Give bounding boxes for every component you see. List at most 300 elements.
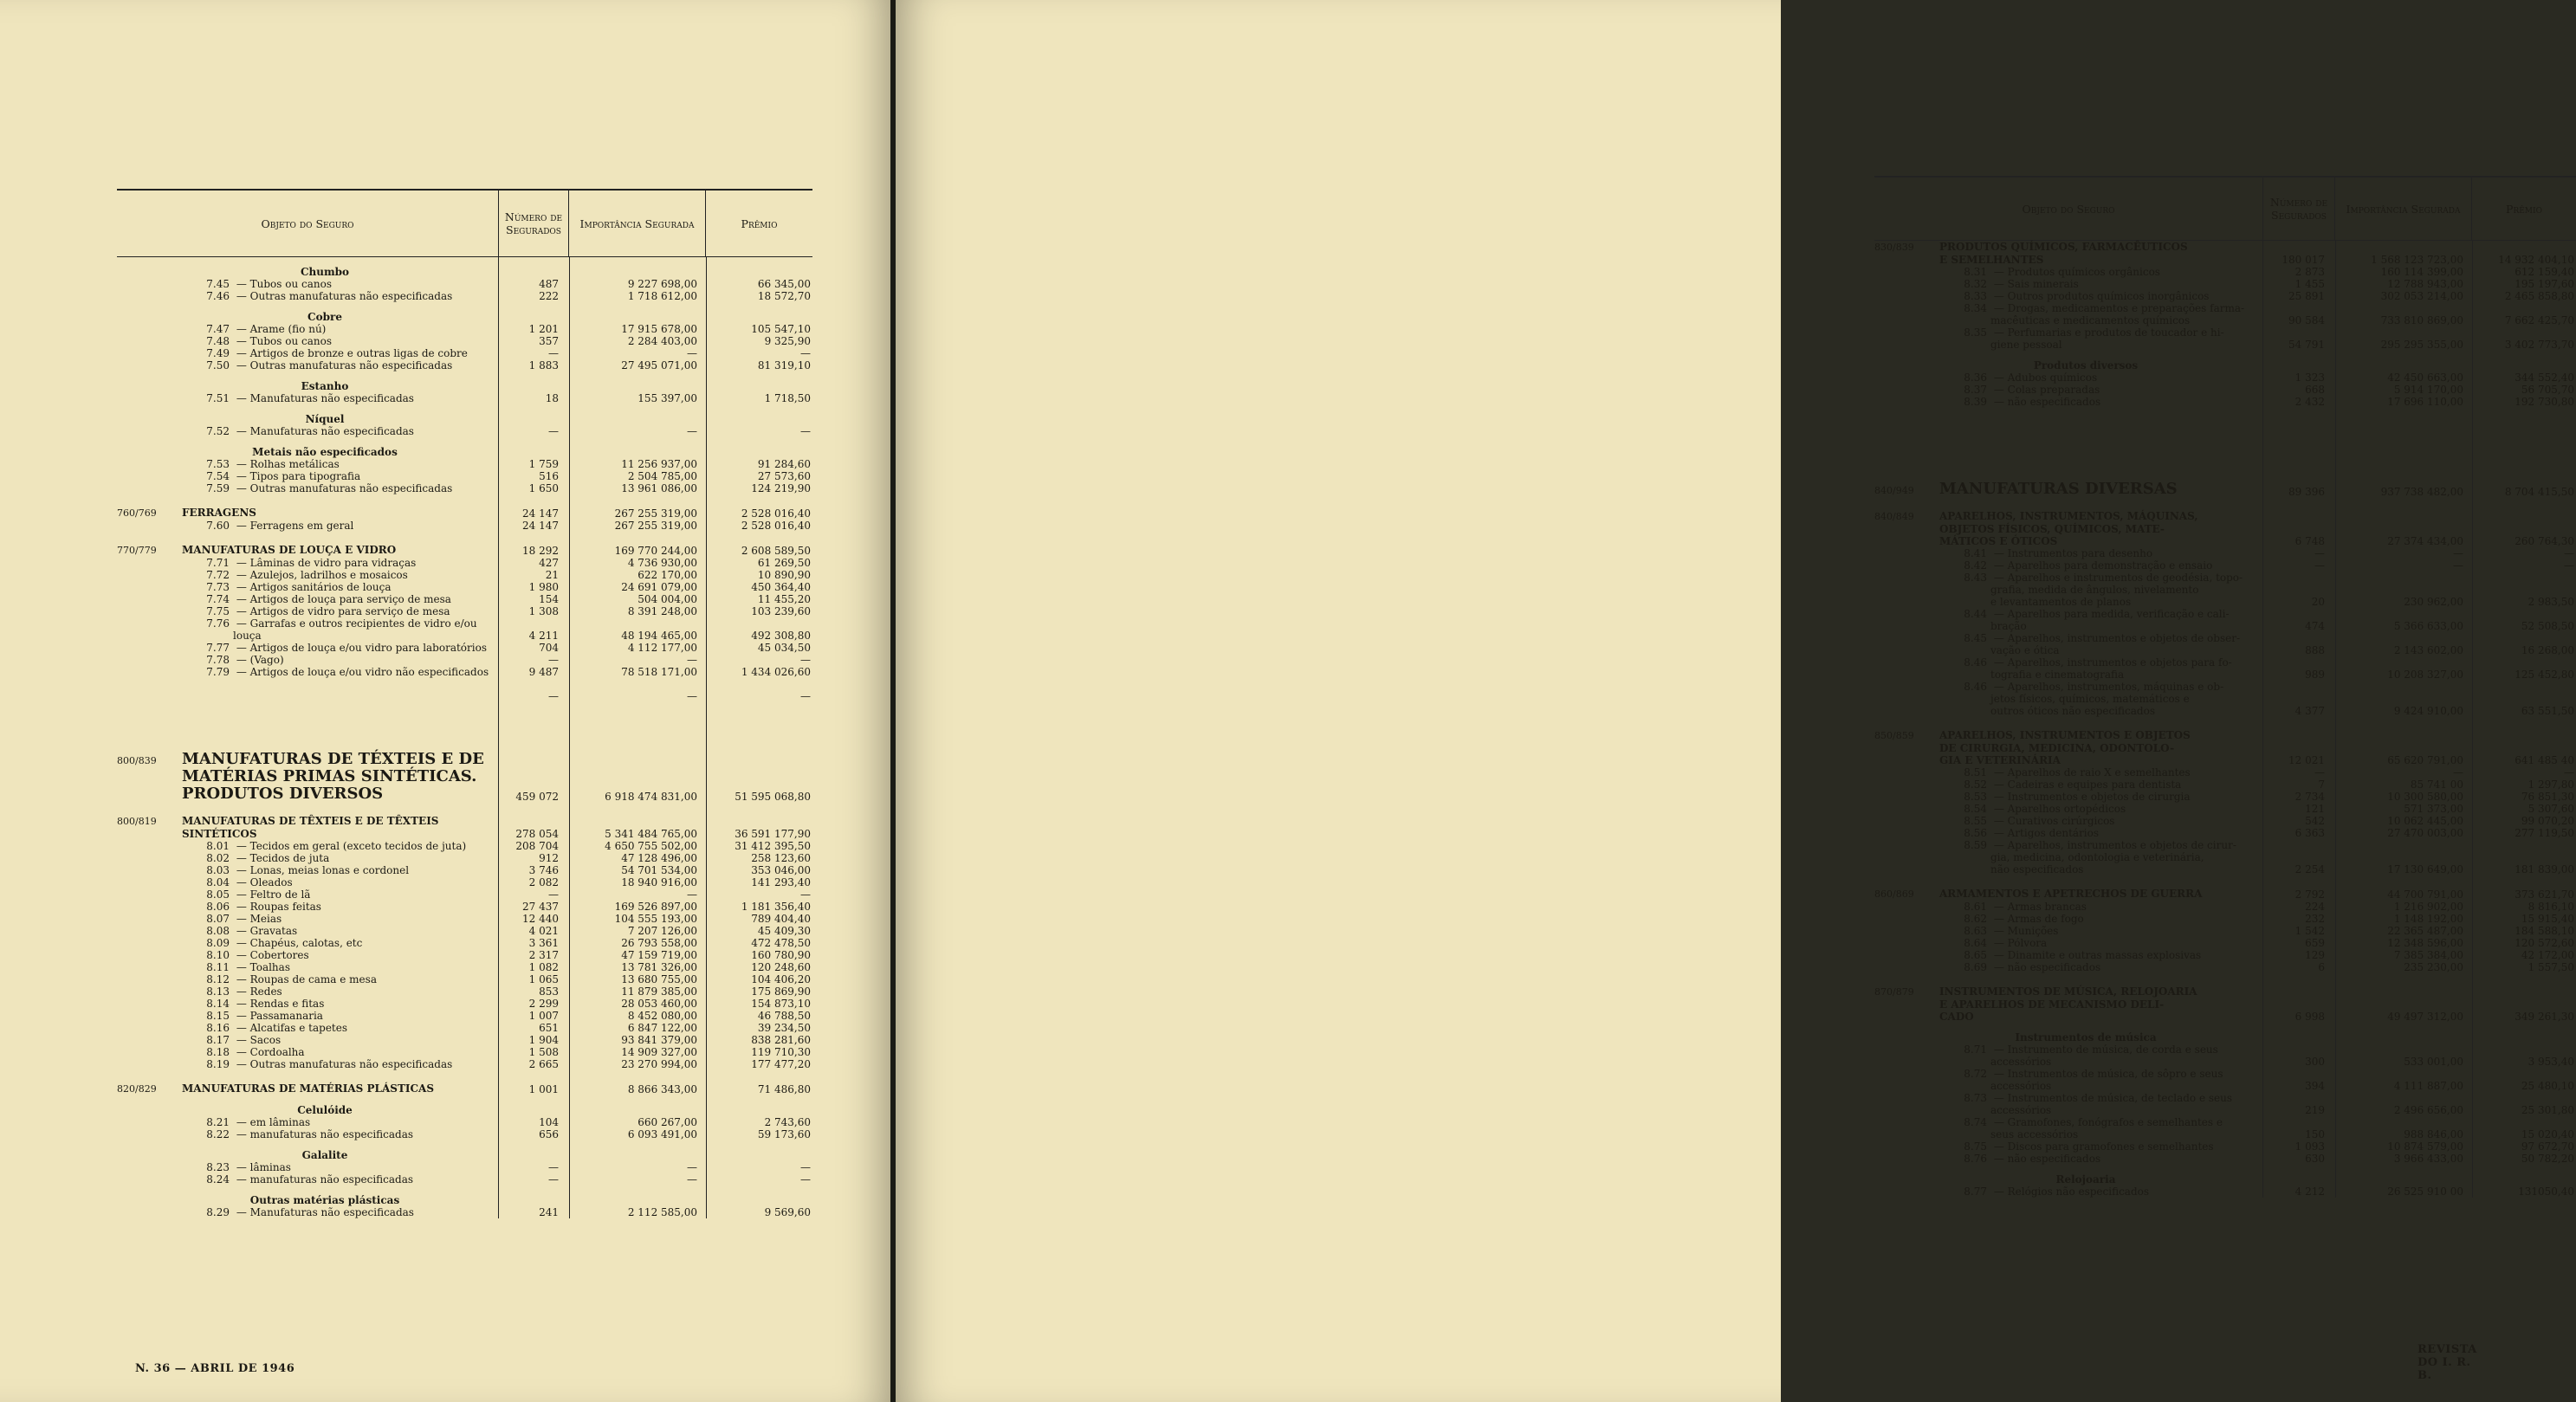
- table-row: [117, 913, 812, 925]
- item-code: 8.35: [1964, 326, 1987, 339]
- objeto-cell: [1874, 901, 2262, 913]
- item-code: 8.05: [206, 888, 230, 901]
- code-dash: —: [1990, 632, 2008, 644]
- item-code: 8.19: [206, 1058, 230, 1070]
- numero-cell: —: [548, 1173, 559, 1186]
- table-row: [117, 937, 812, 949]
- group-code: 770/779: [117, 545, 157, 556]
- item-code: 8.13: [206, 985, 230, 998]
- item-code: 8.39: [1964, 396, 1987, 408]
- item-code: 8.36: [1964, 371, 1987, 384]
- group-code: 800/819: [117, 816, 157, 827]
- numero-cell: 1 759: [528, 458, 559, 470]
- objeto-cell: [117, 751, 498, 768]
- numero-cell: 89 396: [2288, 486, 2325, 498]
- importancia-cell: 1 148 192,00: [2393, 913, 2463, 925]
- premio-cell: 71 486,80: [757, 1083, 811, 1095]
- numero-cell: 630: [2305, 1153, 2325, 1165]
- item-code: 8.69: [1964, 961, 1987, 973]
- group-code: 860/869: [1874, 888, 1914, 900]
- importancia-cell: 8 866 343,00: [627, 1083, 697, 1095]
- importancia-cell: —: [687, 654, 697, 666]
- code-dash: —: [233, 569, 250, 581]
- numero-cell: 989: [2305, 669, 2325, 681]
- table-row: [1874, 620, 2576, 632]
- importancia-cell: 8 452 080,00: [627, 1010, 697, 1022]
- code-dash: —: [233, 1128, 250, 1140]
- code-dash: —: [233, 998, 250, 1010]
- premio-cell: —: [800, 690, 811, 702]
- item-label: Artigos de louça e/ou vidro não especificados: [249, 666, 489, 678]
- premio-cell: 8 704 415,50: [2504, 486, 2574, 498]
- numero-cell: 1 455: [2294, 278, 2325, 290]
- item-label: Aparelhos e instrumentos de geodésia, topo-: [2007, 572, 2243, 584]
- table-row: [1874, 815, 2576, 827]
- premio-cell: 1 297,80: [2527, 779, 2574, 791]
- numero-cell: 278 054: [515, 828, 559, 840]
- premio-cell: 7 662 425,70: [2504, 314, 2574, 326]
- premio-cell: 103 239,60: [751, 605, 811, 617]
- premio-cell: 125 452,80: [2515, 669, 2574, 681]
- premio-cell: —: [800, 425, 811, 437]
- item-label: Cordoalha: [249, 1046, 305, 1058]
- objeto-cell: [117, 1010, 498, 1022]
- code-dash: —: [1990, 1186, 2008, 1198]
- table-row: [1874, 1056, 2576, 1068]
- premio-cell: 61 269,50: [757, 557, 811, 569]
- item-label: Drogas, medicamentos e preparações farma-: [2007, 302, 2245, 314]
- item-code: 7.49: [206, 347, 230, 359]
- item-code: 7.71: [206, 557, 230, 569]
- premio-cell: 2 608 589,50: [741, 545, 811, 557]
- objeto-cell: [117, 785, 498, 803]
- item-label: Artigos de vidro para serviço de mesa: [249, 605, 450, 617]
- item-label: seus accessórios: [1990, 1128, 2079, 1140]
- table-row: [1874, 596, 2576, 608]
- code-dash: —: [1990, 572, 2008, 584]
- subheading-row: [1874, 1023, 2576, 1043]
- premio-cell: 120 572,60: [2515, 937, 2574, 949]
- objeto-cell: [117, 937, 498, 949]
- objeto-cell: [117, 1128, 498, 1140]
- objeto-cell: [1874, 1043, 2262, 1056]
- item-label: Alcatifas e tapetes: [249, 1022, 348, 1034]
- code-dash: —: [233, 925, 250, 937]
- header-numero: Número de Segurados: [2262, 178, 2335, 240]
- code-dash: —: [1990, 913, 2008, 925]
- premio-cell: 81 319,10: [757, 359, 811, 371]
- group-code: 850/859: [1874, 730, 1914, 741]
- premio-cell: —: [2564, 766, 2574, 779]
- objeto-cell: [117, 1095, 498, 1116]
- code-dash: —: [233, 840, 250, 852]
- importancia-cell: 4 736 930,00: [627, 557, 697, 569]
- importancia-cell: 9 424 910,00: [2393, 705, 2463, 717]
- table-row: [117, 507, 812, 520]
- objeto-cell: [1874, 779, 2262, 791]
- item-label: Meias: [249, 913, 282, 925]
- item-label: Lonas, meias lonas e cordonel: [249, 864, 410, 876]
- objeto-cell: [1874, 851, 2262, 863]
- item-code: 8.65: [1964, 949, 1987, 961]
- objeto-cell: [117, 470, 498, 482]
- objeto-cell: [117, 973, 498, 985]
- table-row: [1874, 608, 2576, 620]
- row-spacer: [1874, 973, 2576, 985]
- importancia-cell: 169 770 244,00: [614, 545, 697, 557]
- item-label: Azulejos, ladrilhos e mosaicos: [249, 569, 408, 581]
- importancia-cell: 48 194 465,00: [621, 630, 697, 642]
- group-code: 820/829: [117, 1083, 157, 1095]
- importancia-cell: 12 348 596,00: [2387, 937, 2463, 949]
- item-label: Manufaturas não especificadas: [249, 392, 414, 404]
- objeto-cell: [1874, 803, 2262, 815]
- numero-cell: 659: [2305, 937, 2325, 949]
- row-spacer: [117, 1070, 812, 1082]
- code-dash: —: [1990, 290, 2008, 302]
- item-label: gia, medicina, odontologia e veterinária,: [1990, 851, 2204, 863]
- item-label: não especificados: [2007, 1153, 2101, 1165]
- row-spacer: [1874, 717, 2576, 729]
- objeto-cell: [1874, 510, 2262, 523]
- item-label: Munições: [2007, 925, 2059, 937]
- objeto-cell: [117, 581, 498, 593]
- group-label: MATÉRIAS PRIMAS SINTÉTICAS.: [182, 767, 477, 785]
- objeto-cell: [1874, 937, 2262, 949]
- premio-cell: 104 406,20: [751, 973, 811, 985]
- item-label: louça: [233, 630, 262, 642]
- numero-cell: 7: [2318, 779, 2325, 791]
- code-dash: —: [1990, 1116, 2008, 1128]
- importancia-cell: 47 128 496,00: [621, 852, 697, 864]
- numero-cell: 1 007: [528, 1010, 559, 1022]
- code-dash: —: [233, 520, 250, 532]
- table-row: [1874, 925, 2576, 937]
- item-label: Sais minerais: [2007, 278, 2079, 290]
- objeto-cell: [117, 1173, 498, 1186]
- premio-cell: —: [800, 1161, 811, 1173]
- table-row: [1874, 1080, 2576, 1092]
- numero-cell: 18 292: [522, 545, 559, 557]
- code-dash: —: [233, 617, 250, 630]
- numero-cell: 487: [539, 278, 559, 290]
- importancia-cell: 660 267,00: [638, 1116, 697, 1128]
- item-code: 8.56: [1964, 827, 1987, 839]
- importancia-cell: 18 940 916,00: [621, 876, 697, 888]
- table-row: [117, 1173, 812, 1186]
- group-label: MANUFATURAS DE LOUÇA E VIDRO: [182, 544, 397, 556]
- premio-cell: 131050,40: [2518, 1186, 2574, 1198]
- premio-cell: 45 034,50: [757, 642, 811, 654]
- objeto-cell: [1874, 681, 2262, 693]
- group-code: 870/879: [1874, 986, 1914, 998]
- item-label: Feltro de lã: [249, 888, 311, 901]
- numero-cell: 656: [539, 1128, 559, 1140]
- table-row: [117, 458, 812, 470]
- premio-cell: 258 123,60: [751, 852, 811, 864]
- objeto-cell: [117, 815, 498, 828]
- objeto-cell: [117, 290, 498, 302]
- item-label: Garrafas e outros recipientes de vidro e/ou: [249, 617, 477, 630]
- item-label: Artigos de louça e/ou vidro para laboratórios: [249, 642, 487, 654]
- code-dash: —: [233, 864, 250, 876]
- objeto-cell: [117, 642, 498, 654]
- numero-cell: 24 147: [522, 520, 559, 532]
- table-row: [1874, 961, 2576, 973]
- objeto-cell: [1874, 839, 2262, 851]
- importancia-cell: 10 300 580,00: [2387, 791, 2463, 803]
- objeto-cell: [1874, 888, 2262, 901]
- table-row: [1874, 396, 2576, 408]
- premio-cell: —: [2564, 547, 2574, 559]
- objeto-cell: [1874, 266, 2262, 278]
- table-row: [117, 392, 812, 404]
- numero-cell: 18: [545, 392, 559, 404]
- importancia-cell: 17 915 678,00: [621, 323, 697, 335]
- importancia-cell: 302 053 214,00: [2380, 290, 2463, 302]
- numero-cell: 129: [2305, 949, 2325, 961]
- left-table: [117, 189, 812, 1218]
- item-label: accessórios: [1990, 1080, 2052, 1092]
- table-row: [117, 581, 812, 593]
- numero-cell: 27 437: [522, 901, 559, 913]
- table-row: [1874, 913, 2576, 925]
- importancia-cell: 11 256 937,00: [621, 458, 697, 470]
- item-code: 7.47: [206, 323, 230, 335]
- group-code: 840/849: [1874, 511, 1914, 522]
- code-dash: —: [1990, 1068, 2008, 1080]
- table-row: [117, 482, 812, 494]
- importancia-cell: 2 143 602,00: [2393, 644, 2463, 656]
- objeto-cell: [1874, 302, 2262, 314]
- objeto-cell: [117, 654, 498, 666]
- table-row: [1874, 1104, 2576, 1116]
- item-code: 8.76: [1964, 1153, 1987, 1165]
- premio-cell: 15 915,40: [2521, 913, 2574, 925]
- premio-cell: —: [800, 654, 811, 666]
- objeto-cell: [1874, 535, 2262, 547]
- table-row: [117, 1161, 812, 1173]
- premio-cell: 120 248,60: [751, 961, 811, 973]
- numero-cell: 2 665: [528, 1058, 559, 1070]
- item-code: 8.10: [206, 949, 230, 961]
- objeto-cell: [117, 901, 498, 913]
- numero-cell: 180 017: [2282, 254, 2325, 266]
- code-dash: —: [1990, 681, 2008, 693]
- numero-cell: 150: [2305, 1128, 2325, 1140]
- row-spacer: [1874, 408, 2576, 456]
- row-spacer: [117, 678, 812, 690]
- code-dash: —: [233, 913, 250, 925]
- code-dash: —: [1990, 949, 2008, 961]
- numero-cell: 888: [2305, 644, 2325, 656]
- table-row: [117, 278, 812, 290]
- numero-cell: 154: [539, 593, 559, 605]
- premio-cell: 154 873,10: [751, 998, 811, 1010]
- objeto-cell: [1874, 791, 2262, 803]
- group-label: GIA E VETERINÁRIA: [1939, 754, 2061, 766]
- objeto-cell: [117, 507, 498, 520]
- importancia-cell: 5 366 633,00: [2393, 620, 2463, 632]
- objeto-cell: [117, 437, 498, 458]
- importancia-cell: —: [687, 425, 697, 437]
- item-code: 8.43: [1964, 572, 1987, 584]
- numero-cell: 1 904: [528, 1034, 559, 1046]
- table-row: [117, 852, 812, 864]
- code-dash: —: [233, 876, 250, 888]
- item-code: 8.15: [206, 1010, 230, 1022]
- table-row: [1874, 302, 2576, 314]
- premio-cell: 25 480,10: [2521, 1080, 2574, 1092]
- objeto-cell: [117, 961, 498, 973]
- objeto-cell: [1874, 766, 2262, 779]
- numero-cell: 2 299: [528, 998, 559, 1010]
- importancia-cell: 230 962,00: [2404, 596, 2463, 608]
- item-code: 8.14: [206, 998, 230, 1010]
- premio-cell: 789 404,40: [751, 913, 811, 925]
- objeto-cell: [117, 985, 498, 998]
- table-row: [1874, 241, 2576, 254]
- numero-cell: 2 432: [2294, 396, 2325, 408]
- table-row: [117, 925, 812, 937]
- premio-cell: 175 869,90: [751, 985, 811, 998]
- importancia-cell: 12 788 943,00: [2387, 278, 2463, 290]
- item-label: Tubos ou canos: [249, 335, 333, 347]
- row-spacer: [1874, 456, 2576, 481]
- subheading-label: Relojoaria: [2055, 1173, 2116, 1186]
- table-row: [117, 751, 812, 768]
- numero-cell: 459 072: [515, 791, 559, 803]
- premio-cell: 39 234,50: [757, 1022, 811, 1034]
- group-code: 760/769: [117, 507, 157, 519]
- table-row: [1874, 803, 2576, 815]
- premio-cell: 27 573,60: [757, 470, 811, 482]
- numero-cell: —: [548, 654, 559, 666]
- premio-cell: 344 552,40: [2515, 371, 2574, 384]
- premio-cell: 42 172,00: [2521, 949, 2574, 961]
- numero-cell: 2 317: [528, 949, 559, 961]
- premio-cell: 46 788,50: [757, 1010, 811, 1022]
- item-label: Tecidos de juta: [249, 852, 330, 864]
- table-row: [1874, 547, 2576, 559]
- table-body: [117, 257, 812, 1218]
- importancia-cell: 85 741 00: [2410, 779, 2463, 791]
- item-label: Aparelhos de raio X e semelhantes: [2007, 766, 2191, 779]
- table-row: [1874, 535, 2576, 547]
- importancia-cell: 937 738 482,00: [2380, 486, 2463, 498]
- item-label: Curativos cirúrgicos: [2007, 815, 2115, 827]
- objeto-cell: [1874, 815, 2262, 827]
- item-code: 7.60: [206, 520, 230, 532]
- numero-cell: 300: [2305, 1056, 2325, 1068]
- item-label: Aparelhos, instrumentos e objetos de cirur-: [2007, 839, 2236, 851]
- table-row: [1874, 705, 2576, 717]
- header-importancia: Importância Segurada: [569, 191, 706, 256]
- numero-cell: 90 584: [2288, 314, 2325, 326]
- subheading-label: Outras matérias plásticas: [249, 1194, 400, 1206]
- item-label: grafia, medida de ângulos, nivelamento: [1990, 584, 2199, 596]
- item-label: Colas preparadas: [2007, 384, 2100, 396]
- group-label: CADO: [1939, 1011, 1974, 1023]
- importancia-cell: 504 004,00: [638, 593, 697, 605]
- group-label: APARELHOS, INSTRUMENTOS, MÁQUINAS,: [1939, 510, 2198, 522]
- importancia-cell: 9 227 698,00: [627, 278, 697, 290]
- group-label: PRODUTOS QUÍMICOS, FARMACÊUTICOS: [1939, 241, 2188, 253]
- numero-cell: —: [2314, 559, 2325, 572]
- header-importancia: Importância Segurada: [2335, 178, 2472, 240]
- item-code: 8.63: [1964, 925, 1987, 937]
- group-label: APARELHOS, INSTRUMENTOS E OBJETOS: [1939, 729, 2191, 741]
- item-label: Outras manufaturas não especificadas: [249, 1058, 453, 1070]
- code-dash: —: [1990, 961, 2008, 973]
- importancia-cell: 1 216 902,00: [2393, 901, 2463, 913]
- item-label: Artigos de bronze e outras ligas de cobre: [249, 347, 468, 359]
- importancia-cell: 17 130 649,00: [2387, 863, 2463, 875]
- numero-cell: 208 704: [515, 840, 559, 852]
- item-code: 8.06: [206, 901, 230, 913]
- item-label: giene pessoal: [1990, 339, 2062, 351]
- item-code: 7.73: [206, 581, 230, 593]
- item-label: não especificados: [2007, 961, 2101, 973]
- code-dash: —: [233, 458, 250, 470]
- table-row: [1874, 888, 2576, 901]
- table-row: [1874, 1140, 2576, 1153]
- item-code: 7.48: [206, 335, 230, 347]
- table-row: [1874, 656, 2576, 669]
- premio-cell: —: [800, 347, 811, 359]
- objeto-cell: [117, 605, 498, 617]
- code-dash: —: [1990, 326, 2008, 339]
- importancia-cell: 26 525 910 00: [2387, 1186, 2463, 1198]
- subheading-row: [117, 437, 812, 458]
- item-code: 8.52: [1964, 779, 1987, 791]
- objeto-cell: [1874, 1104, 2262, 1116]
- table-row: [1874, 572, 2576, 584]
- table-row: [117, 1022, 812, 1034]
- objeto-cell: [1874, 632, 2262, 644]
- premio-cell: 3 402 773,70: [2504, 339, 2574, 351]
- objeto-cell: [117, 852, 498, 864]
- item-label: Manufaturas não especificadas: [249, 425, 414, 437]
- numero-cell: 4 211: [528, 630, 559, 642]
- left-page: [0, 0, 892, 1402]
- item-label: Rendas e fitas: [249, 998, 325, 1010]
- numero-cell: 1 082: [528, 961, 559, 973]
- numero-cell: 1 542: [2294, 925, 2325, 937]
- objeto-cell: [117, 1082, 498, 1095]
- premio-cell: 373 621,70: [2515, 888, 2574, 901]
- premio-cell: 52 508,50: [2521, 620, 2574, 632]
- importancia-cell: 267 255 319,00: [614, 520, 697, 532]
- item-code: 8.18: [206, 1046, 230, 1058]
- code-dash: —: [233, 949, 250, 961]
- code-dash: —: [233, 654, 250, 666]
- objeto-cell: [117, 302, 498, 323]
- importancia-cell: 44 700 791,00: [2387, 888, 2463, 901]
- numero-cell: 6: [2318, 961, 2325, 973]
- numero-cell: —: [548, 1161, 559, 1173]
- importancia-cell: 65 620 791,00: [2387, 754, 2463, 766]
- importancia-cell: 6 918 474 831,00: [605, 791, 697, 803]
- objeto-cell: [117, 359, 498, 371]
- item-label: accessórios: [1990, 1056, 2052, 1068]
- code-dash: —: [233, 470, 250, 482]
- premio-cell: 124 219,90: [751, 482, 811, 494]
- code-dash: —: [233, 482, 250, 494]
- item-code: 8.53: [1964, 791, 1987, 803]
- objeto-cell: [1874, 998, 2262, 1011]
- table-row: [117, 1206, 812, 1218]
